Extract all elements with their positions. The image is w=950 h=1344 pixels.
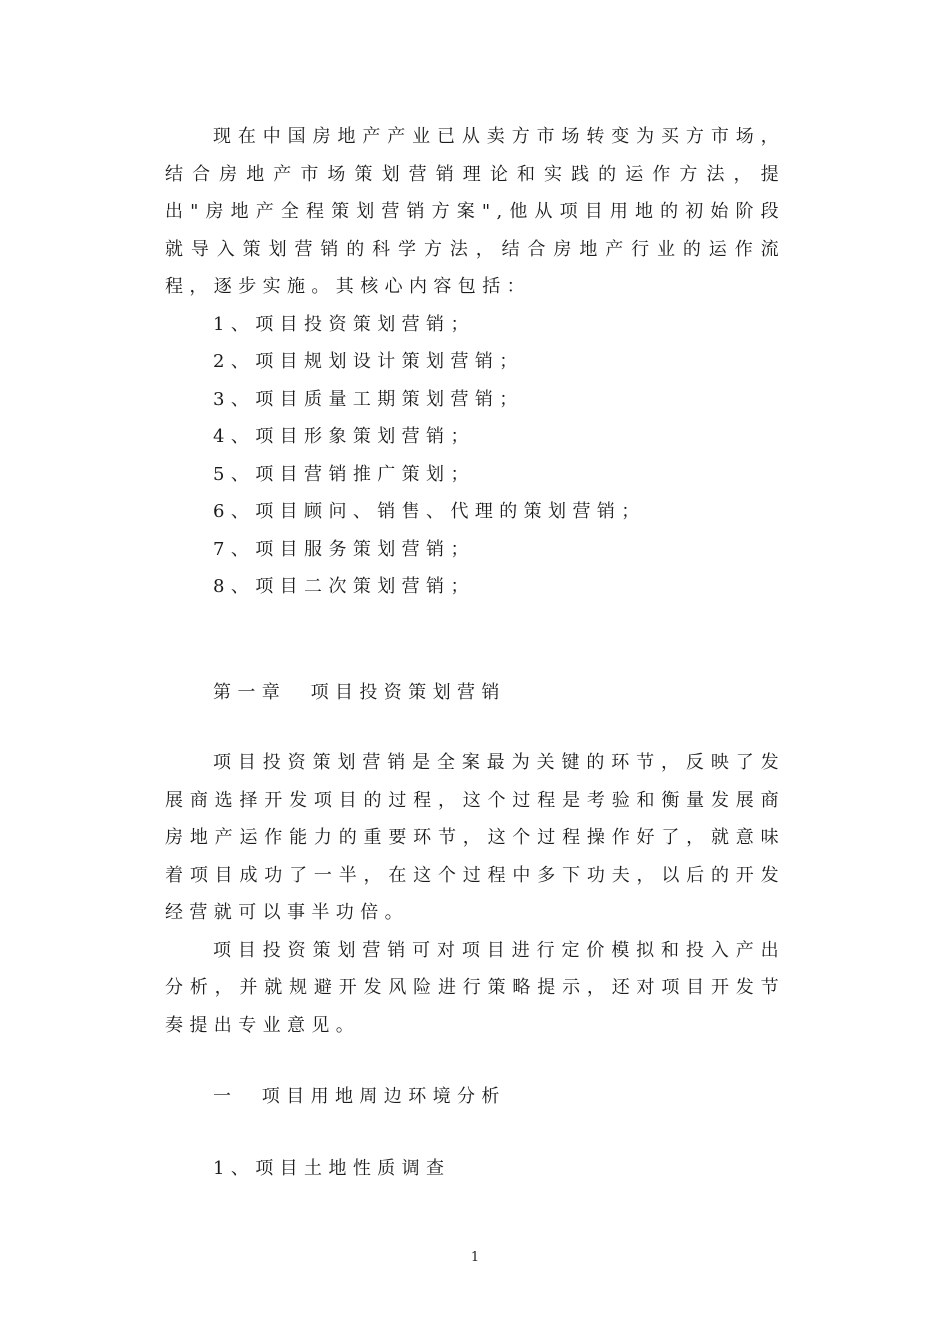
document-body [165,118,785,1187]
intro-paragraph: 现在中国房地产产业已从卖方市场转变为买方市场，结合房地产市场策划营销理论和实践的运作方法，提出"房地产全程策划营销方案",他从项目用地的初始阶段就导入策划营销的科学方法，结合房地产行业的运作流程，逐步实施。其核心内容包括： [165,126,785,297]
chapter-paragraph: 项目投资策划营销是全案最为关键的环节，反映了发展商选择开发项目的过程，这个过程是考验和衡量发展商房地产运作能力的重要环节，这个过程操作好了，就意味着项目成功了一半，在这个过程中多下功夫，以后的开发经营就可以事半功倍。 [165,752,785,923]
list-item: 7、项目服务策划营销； [213,538,475,560]
subsection-title: 1、项目土地性质调查 [213,1157,451,1179]
chapter-title: 第一章 项目投资策划营销 [213,681,506,703]
section-title: 一 项目用地周边环境分析 [213,1086,506,1107]
list-item: 3、项目质量工期策划营销； [213,388,524,410]
list-item: 4、项目形象策划营销； [213,426,475,447]
list-item: 1、项目投资策划营销； [213,313,475,335]
content-list [165,306,785,606]
list-item: 8、项目二次策划营销； [213,576,475,597]
list-item: 2、项目规划设计策划营销； [213,351,524,372]
page-number: 1 [470,1250,480,1265]
chapter-paragraph: 项目投资策划营销可对项目进行定价模拟和投入产出分析，并就规避开发风险进行策略提示，还对项目开发节奏提出专业意见。 [165,939,785,1036]
list-item: 6、项目顾问、销售、代理的策划营销； [213,501,646,522]
list-item: 5、项目营销推广策划； [213,463,475,485]
